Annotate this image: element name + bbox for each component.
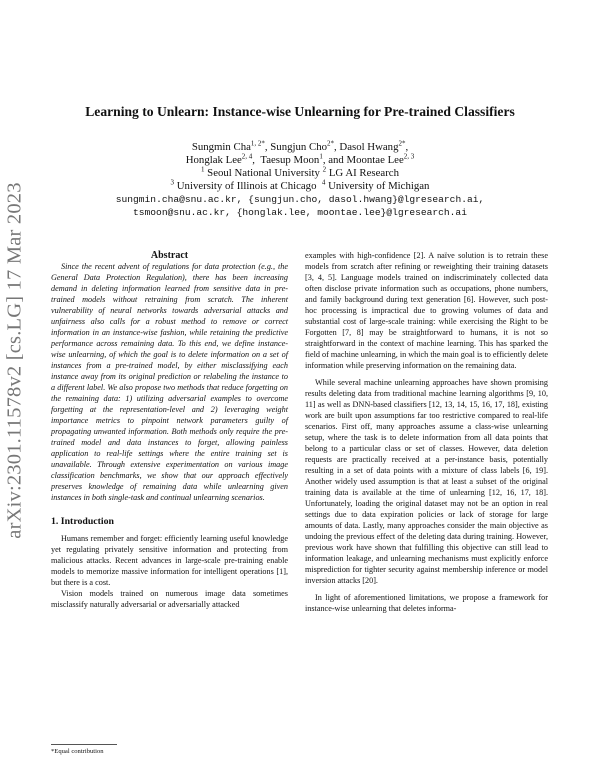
- intro-paragraph-2: Vision models trained on numerous image data sometimes misclassify naturally adversarial or adversarially attacked: [51, 589, 288, 609]
- author-block: [0, 141, 600, 219]
- email-line-1: sungmin.cha@snu.ac.kr, {sungjun.cho, dasol.hwang}@lgresearch.ai,: [115, 194, 485, 205]
- section-heading-introduction: 1. Introduction: [51, 516, 114, 527]
- footnote-rule: [51, 744, 117, 745]
- abstract-text: Since the recent advent of regulations for data protection (e.g., the General Data Protection Regulation), there has been increasing demand in deleting information learned from sensitive data in pre-trained models without retraining from scratch. The inherent vulnerability of neural networks towards adversarial attacks and unfairness also calls for a robust method to remove or correct information in an instance-wise fashion, while retaining the predictive performance across remaining data. To this end, we define instance-wise unlearning, of which the goal is to delete information on a set of instances from a pre-trained model, by either misclassifying each instance away from its original prediction or relabeling the instance to a different label. We also propose two methods that reduce forgetting on the remaining data: 1) utilizing adversarial examples to overcome forgetting at the representation-level and 2) leveraging weight importance metrics to pinpoint network parameters guilty of propagating unwanted information. Both methods only require the pre-trained model and data instances to forget, allowing painless application to real-life settings where the entire training set is unavailable. Through extensive experimentation on various image classification benchmarks, we show that our approach effectively preserves knowledge of remaining data while unlearning given instances in both single-task and continual unlearning scenarios.: [51, 262, 288, 502]
- author-line-1: Sungmin Cha$^{1, 2*}$, Sungjun Cho$^{2*}$, Dasol Hwang$^{2*}$,: [191, 139, 409, 153]
- right-column: [305, 250, 548, 614]
- right-paragraph-3: In light of aforementioned limitations, we propose a framework for instance-wise unlearning that deletes informa-: [305, 593, 548, 613]
- affiliation-line-1: $^1$ Seoul National University $^2$ LG AI Research: [200, 165, 399, 179]
- affiliation-line-2: $^3$ University of Illinois at Chicago $^4$ University of Michigan: [170, 178, 430, 192]
- right-paragraph-1: examples with high-confidence [2]. A naïve solution is to retrain these models from scratch after refining or reweighting their training datasets [3, 4, 5]. Language models trained on indiscriminately collected data often disclose private information such as occupations, phone numbers, and family background during text generation [6]. However, such post-hoc processing is impractical due to growing volumes of data and substantial cost of large-scale training: while exercising the Right to be Forgotten [7, 8] may be straightforward to humans, it is not so straightforward in the context of machine learning. This has sparked the field of machine unlearning, in which the main goal is to efficiently delete information while preserving information on the remaining data.: [305, 251, 548, 370]
- arxiv-id-text: arXiv:2301.11578v2 [cs.LG] 17 Mar 2023: [3, 181, 26, 539]
- intro-paragraph-1: Humans remember and forget: efficiently learning useful knowledge yet regulating privately sensitive information and protecting from malicious attacks. Recent advances in large-scale pre-training enable models to memorize massive information for intelligent operations [1], but there is a cost.: [51, 534, 288, 587]
- left-column: [51, 250, 288, 610]
- author-line-2: Honglak Lee$^{2, 4}$, Taesup Moon$^1$, and Moontae Lee$^{2, 3}$: [185, 152, 415, 166]
- right-paragraph-2: While several machine unlearning approaches have shown promising results deleting data from traditional machine learning algorithms [9, 10, 11] as well as DNN-based classifiers [12, 13, 14, 15, 16, 17, 18], existing work are built upon assumptions far too restrictive compared to real-life scenarios. First off, many approaches assume a class-wise unlearning setup, where the task is to delete information from all data points that belong to a particular class or set of classes. However, data deletion requests are practically received at a per-instance basis, potentially resulting in a set of data points with a mixture of class labels [6, 19]. Another widely used assumption is that at least a subset of the original training data is available at the time of unlearning [12, 16, 17, 18]. Unfortunately, loading the original dataset may not be an option in real settings due to data expiration policies or lack of storage for large amounts of data. Lastly, many approaches consider the main objective as undoing the previous effect of the deleting data during training. However, previous work have shown that fulfilling this objective can still lead to information leakage, and unlearning mechanisms must explicitly enforce misprediction for tighter security against membership inference or model inversion attacks [20].: [305, 378, 548, 585]
- paper-title: Learning to Unlearn: Instance-wise Unlearning for Pre-trained Classifiers: [85, 104, 515, 119]
- email-line-2: tsmoon@snu.ac.kr, {honglak.lee, moontae.lee}@lgresearch.ai: [133, 207, 467, 218]
- footnote: *Equal contribution: [51, 748, 104, 755]
- abstract-heading: Abstract: [150, 250, 189, 261]
